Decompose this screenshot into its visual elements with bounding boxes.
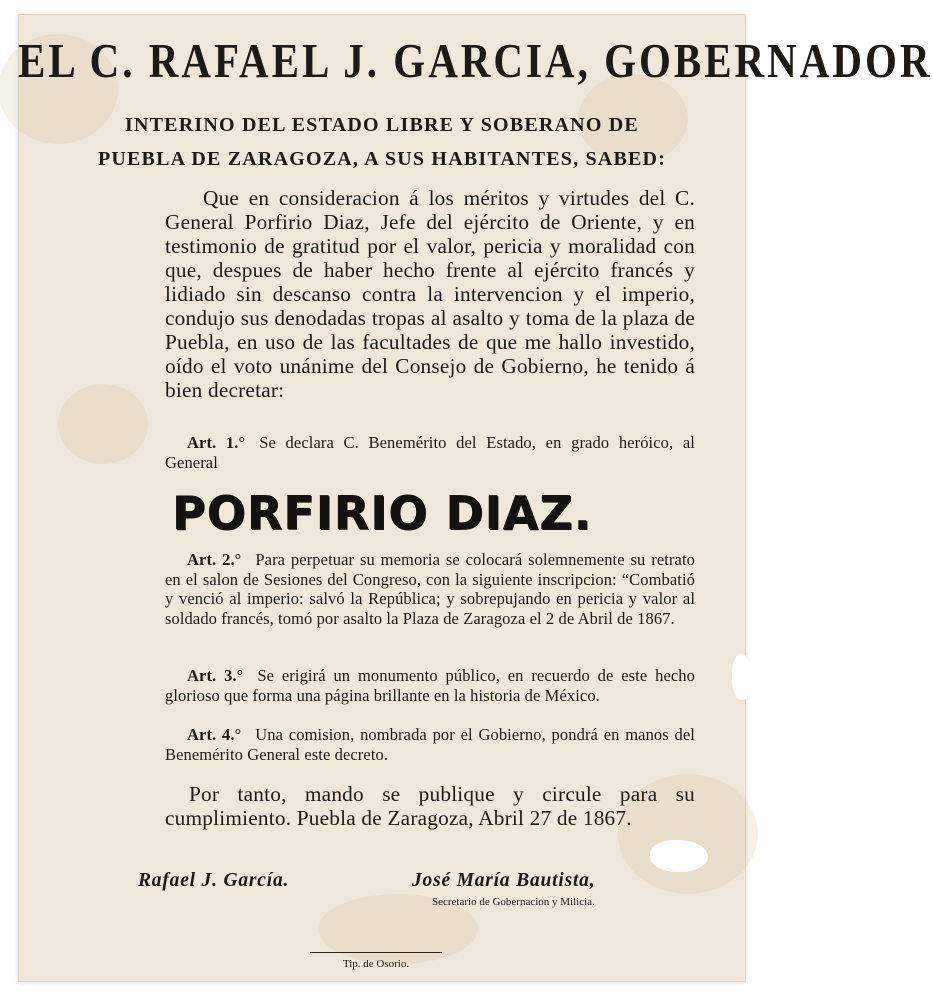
signature-secretary: José María Bautista, [412, 870, 596, 891]
preamble-paragraph: Que en consideracion á los méritos y virtudes del C. General Porfirio Diaz, Jefe del ejército de Oriente, y en testimonio de gratitud por el valor, pericia y moralidad con que, despues de haber hecho frente al ejército francés y lidiado sin descanso contra la intervencion y el imperio, condujo sus denodadas tropas al asalto y toma de la plaza de Puebla, en uso de las facultades de que me hallo investido, oído el voto unánime del Consejo de Gobierno, he tenido á bien decretar: [165, 186, 695, 402]
article-3-text: Se erigirá un monumento público, en recuerdo de este hecho glorioso que forma una página brillante en la historia de México. [165, 666, 695, 705]
article-4-label: Art. 4.° [187, 725, 242, 744]
heading-address: PUEBLA DE ZARAGOZA, A SUS HABITANTES, SABED: [97, 148, 667, 170]
paper-tear [650, 840, 708, 872]
article-4-text: Una comision, nombrada por el Gobierno, pondrá en manos del Benemérito General este decreto. [165, 725, 695, 764]
article-2 [165, 550, 695, 628]
article-4 [165, 725, 695, 764]
article-1-label: Art. 1.° [187, 433, 246, 452]
article-1 [165, 433, 695, 472]
article-1-text: Se declara C. Benemérito del Estado, en grado heróico, al General [165, 433, 695, 472]
imprint-divider [310, 952, 442, 953]
paper-tear [732, 654, 752, 700]
paper-stain [58, 384, 148, 464]
closing-paragraph: Por tanto, mando se publique y circule para su cumplimiento. Puebla de Zaragoza, Abril 27 de 1867. [165, 782, 695, 830]
heading-state: INTERINO DEL ESTADO LIBRE Y SOBERANO DE [125, 114, 639, 136]
article-2-label: Art. 2.° [187, 550, 242, 569]
printer-imprint: Tip. de Osorio. [342, 958, 410, 970]
article-3 [165, 666, 695, 705]
article-3-label: Art. 3.° [187, 666, 244, 685]
signature-governor: Rafael J. García. [138, 870, 290, 891]
broadside-sheet [18, 14, 933, 982]
honoree-name: PORFIRIO DIAZ. [171, 486, 593, 540]
article-2-text: Para perpetuar su memoria se colocará solemnemente su retrato en el salon de Sesiones del Congreso, con la siguiente inscripcion: “Combatió y venció al imperio: salvó la República; y sobrepujando en pericia y valor al soldado francés, tomó por asalto la Plaza de Zaragoza el 2 de Abril de 1867. [165, 550, 695, 628]
heading-governor: EL C. RAFAEL J. GARCIA, GOBERNADOR [18, 33, 933, 88]
secretary-title: Secretario de Gobernacion y Milicia. [432, 896, 595, 908]
